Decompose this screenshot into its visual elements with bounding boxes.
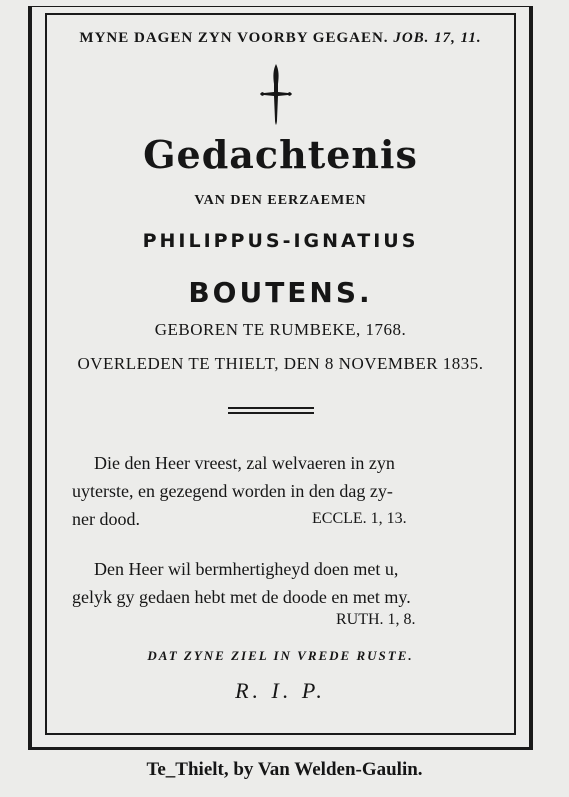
- quote1-line2: uyterste, en gezegend worden in den dag zy-: [72, 481, 393, 501]
- quote2-reference: RUTH. 1, 8.: [336, 611, 416, 628]
- birth-line: GEBOREN TE RUMBEKE, 1768.: [154, 320, 407, 339]
- quote1-line1: Die den Heer vreest, zal welvaeren in zyn: [94, 453, 395, 473]
- prayer-line: DAT ZYNE ZIEL IN VREDE RUSTE.: [147, 648, 414, 663]
- given-names: PHILIPPUS-IGNATIUS: [142, 230, 419, 252]
- rip-line: R. I. P.: [235, 678, 326, 703]
- motto: [45, 30, 516, 47]
- motto-reference: JOB. 17, 11.: [393, 30, 482, 46]
- quote1-line3: ner dood.: [72, 509, 140, 529]
- surname: BOUTENS.: [188, 276, 373, 309]
- motto-text: MYNE DAGEN ZYN VOORBY GEGAEN.: [79, 30, 389, 46]
- subtitle: VAN DEN EERZAEMEN: [194, 193, 367, 208]
- cross-icon: [260, 62, 292, 126]
- page-title: Gedachtenis: [143, 132, 418, 177]
- quote2-line2: gelyk gy gedaen hebt met de doode en met my.: [72, 587, 411, 607]
- double-rule-divider: [228, 407, 314, 415]
- quote2-line1: Den Heer wil bermhertigheyd doen met u,: [94, 559, 399, 579]
- printer-imprint: Te_Thielt, by Van Welden-Gaulin.: [146, 759, 423, 780]
- quote1-reference: ECCLE. 1, 13.: [312, 510, 407, 527]
- death-line: OVERLEDEN TE THIELT, DEN 8 NOVEMBER 1835.: [77, 354, 484, 373]
